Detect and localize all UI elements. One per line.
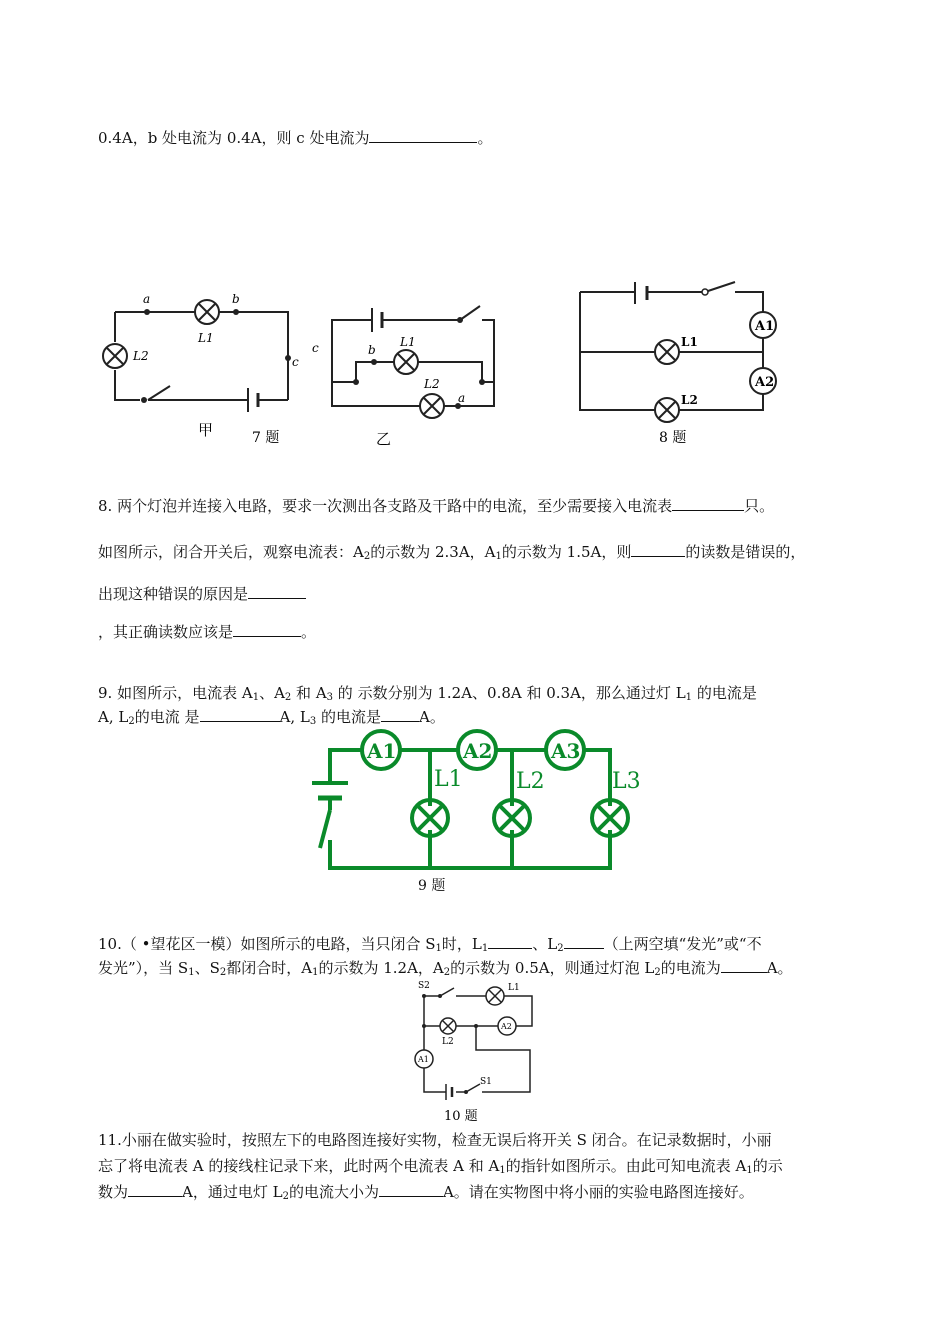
subscript: 3 — [326, 692, 334, 703]
q8-text: ，其正确读数应该是 — [98, 623, 234, 641]
fig9-ammeter-a3-label: A3 — [551, 739, 581, 763]
answer-blank[interactable] — [721, 958, 767, 973]
q8-text: 8. 两个灯泡并连接入电路，要求一次测出各支路及干路中的电流，至少需要接入电流表 — [98, 497, 673, 515]
q11-text: A，通过电灯 L — [182, 1183, 283, 1201]
subscript: 2 — [219, 967, 227, 978]
fig10-ammeter-a2-label: A2 — [501, 1022, 512, 1031]
subscript: 1 — [499, 1165, 506, 1176]
q9-text: 的电流 是 — [134, 708, 200, 726]
q10-text: 时，L — [441, 935, 482, 953]
answer-blank[interactable] — [200, 707, 280, 722]
fig7-lamp1-label: L1 — [198, 331, 214, 345]
fig9-caption: 9 题 — [418, 878, 446, 894]
q8-line-4 — [98, 622, 316, 642]
q8-line-2 — [98, 542, 805, 562]
fig7-caption: 7 题 — [252, 430, 280, 446]
q11-text: A。请在实物图中将小丽的实验电路图连接好。 — [442, 1183, 754, 1201]
subscript: 2 — [282, 1191, 289, 1202]
q11-text: 的指针如图所示。由此可知电流表 A — [505, 1157, 747, 1175]
fig7-node-a: a — [143, 292, 151, 306]
q9-text: A, L — [279, 708, 310, 726]
fig8-ammeter-a1-label: A1 — [755, 319, 775, 334]
figure-7-jia-circuit — [100, 290, 310, 450]
q8-text: 出现这种错误的原因是 — [98, 585, 249, 603]
subscript: 1 — [495, 551, 502, 562]
fig7-node-c: c — [292, 355, 299, 369]
q10-text: 的电流为 — [660, 959, 721, 977]
q10-line-1 — [98, 934, 762, 954]
figure-10-circuit — [400, 980, 550, 1125]
answer-blank[interactable] — [381, 707, 419, 722]
subscript: 1 — [312, 967, 319, 978]
fig9-ammeter-a2-label: A2 — [463, 739, 493, 763]
q10-text: 都闭合时，A — [226, 959, 313, 977]
fig7-lamp2-label: L2 — [133, 349, 149, 363]
subscript: 3 — [309, 716, 317, 727]
fig7-yi-lamp1-label: L1 — [400, 335, 416, 349]
q11-text: 11.小丽在做实验时，按照左下的电路图连接好实物，检查无误后将开关 S 闭合。在记录数据时，小丽 — [98, 1131, 772, 1149]
subscript: 1 — [435, 943, 442, 954]
figure-9-circuit — [300, 728, 650, 898]
q10-text: 、L — [532, 935, 558, 953]
fig9-lamp2-label: L2 — [516, 769, 545, 794]
question-prev-line — [98, 128, 492, 148]
answer-blank[interactable] — [488, 934, 532, 949]
subscript: 2 — [654, 967, 661, 978]
q8-text: 的示数为 2.3A，A — [370, 543, 496, 561]
q11-line-2 — [98, 1156, 783, 1176]
fig10-ammeter-a1-label: A1 — [418, 1055, 429, 1064]
answer-blank[interactable] — [379, 1182, 443, 1197]
fig7-yi-label: 乙 — [376, 430, 392, 448]
q9-text: A。 — [419, 708, 445, 726]
fig10-caption: 10 题 — [444, 1109, 478, 1124]
answer-blank[interactable] — [248, 584, 306, 599]
q8-text: 的读数是错误的， — [685, 543, 806, 561]
q9-text: 的电流是 — [316, 708, 381, 726]
prev-text: 0.4A，b 处电流为 0.4A，则 c 处电流为 — [98, 129, 370, 147]
fig10-lamp1-label: L1 — [508, 983, 520, 993]
q10-line-2 — [98, 958, 793, 978]
q9-text: 的电流是 — [692, 684, 757, 702]
fig10-lamp2-label: L2 — [442, 1037, 454, 1047]
subscript: 2 — [443, 967, 451, 978]
answer-blank[interactable] — [564, 934, 604, 949]
answer-blank[interactable] — [631, 542, 685, 557]
q8-text: 的示数为 1.5A，则 — [501, 543, 632, 561]
q9-text: 、A — [259, 684, 285, 702]
q10-text: 发光”），当 S — [98, 959, 189, 977]
q11-text: 数为 — [98, 1183, 129, 1201]
q8-text: 。 — [301, 623, 317, 641]
fig9-lamp1-label: L1 — [434, 767, 463, 792]
subscript: 2 — [284, 692, 292, 703]
answer-blank[interactable] — [233, 622, 301, 637]
fig9-ammeter-a1-label: A1 — [367, 739, 397, 763]
answer-blank[interactable] — [369, 128, 477, 143]
figure-7-yi-circuit — [310, 290, 500, 450]
q9-line-1 — [98, 683, 757, 703]
q9-text: 和 A — [291, 684, 327, 702]
figure-8-circuit — [575, 280, 785, 450]
q8-text: 如图所示，闭合开关后，观察电流表：A — [98, 543, 364, 561]
subscript: 2 — [363, 551, 371, 562]
fig7-yi-node-b: b — [368, 343, 376, 357]
q9-text: 的 示数分别为 1.2A、0.8A 和 0.3A，那么通过灯 L — [333, 684, 686, 702]
subscript: 1 — [746, 1165, 753, 1176]
q8-line-3 — [98, 584, 306, 604]
answer-blank[interactable] — [128, 1182, 182, 1197]
q9-line-2 — [98, 707, 445, 727]
q11-line-1 — [98, 1130, 772, 1150]
q10-text: 的示数为 0.5A，则通过灯泡 L — [450, 959, 655, 977]
subscript: 1 — [481, 943, 489, 954]
q9-text: 9. 如图所示，电流表 A — [98, 684, 253, 702]
fig9-lamp3-label: L3 — [612, 769, 641, 794]
q10-text: 的示数为 1.2A，A — [318, 959, 444, 977]
fig10-switch-s2-label: S2 — [418, 981, 430, 991]
fig10-switch-s1-label: S1 — [480, 1077, 492, 1087]
q11-text: 的示 — [752, 1157, 783, 1175]
fig7-node-b: b — [232, 292, 240, 306]
prev-text-end: 。 — [477, 129, 493, 147]
q8-text: 只。 — [744, 497, 775, 515]
q10-text: A。 — [766, 959, 793, 977]
subscript: 1 — [685, 692, 693, 703]
q11-text: 的电流大小为 — [288, 1183, 379, 1201]
q10-text: （上两空填“发光”或“不 — [603, 935, 762, 953]
fig8-lamp1-label: L1 — [681, 335, 698, 349]
q8-line-1 — [98, 496, 774, 516]
fig7-yi-lamp2-label: L2 — [424, 377, 440, 391]
q10-text: 、S — [194, 959, 220, 977]
q9-text: A, L — [98, 708, 129, 726]
fig8-lamp2-label: L2 — [681, 393, 698, 407]
q10-text: 10.（ •望花区一模）如图所示的电路，当只闭合 S — [98, 935, 436, 953]
subscript: 2 — [128, 716, 135, 727]
fig7-jia-label: 甲 — [198, 421, 214, 439]
fig8-caption: 8 题 — [659, 430, 687, 446]
answer-blank[interactable] — [672, 496, 744, 511]
fig7-yi-node-a: a — [458, 391, 466, 405]
q11-text: 忘了将电流表 A 的接线柱记录下来，此时两个电流表 A 和 A — [98, 1157, 500, 1175]
subscript: 1 — [188, 967, 195, 978]
subscript: 1 — [252, 692, 260, 703]
fig8-ammeter-a2-label: A2 — [755, 375, 775, 390]
fig7-yi-node-c: c — [312, 341, 319, 355]
subscript: 2 — [557, 943, 564, 954]
q11-line-3 — [98, 1182, 754, 1202]
